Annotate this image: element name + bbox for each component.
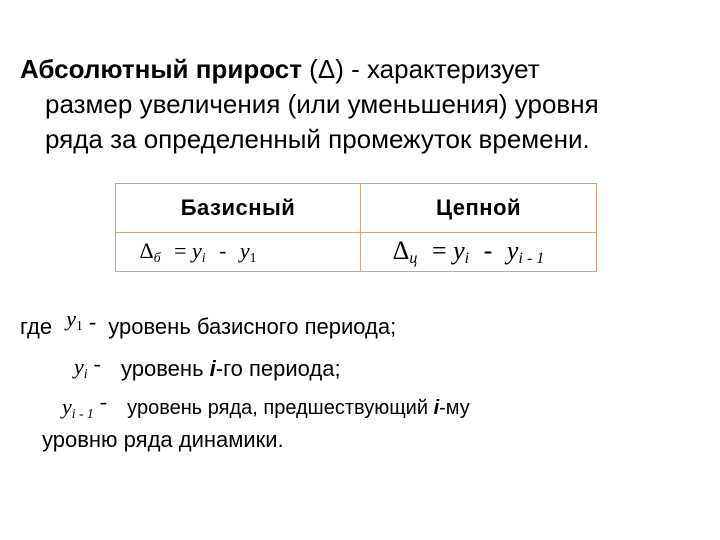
- where-item-3-text: уровень ряда, предшествующий i-му: [127, 397, 470, 419]
- symbol-yi-minus-1: $y_{i - 1}$: [62, 394, 94, 421]
- y-variable: y: [506, 236, 519, 265]
- table-header-row: [116, 184, 597, 233]
- symbol-y1: $y_1$: [66, 306, 83, 333]
- y-subscript: 1: [249, 250, 257, 265]
- y-variable: y: [453, 236, 465, 265]
- minus-sign: -: [219, 238, 227, 263]
- where-continuation: уровню ряда динамики.: [42, 427, 284, 452]
- header-basic: Базисный: [116, 184, 361, 233]
- y-subscript: i: [464, 250, 470, 267]
- minus-sign: -: [483, 236, 493, 265]
- dash: -: [93, 351, 101, 376]
- where-line-1: [20, 306, 397, 342]
- y-variable: y: [239, 238, 250, 263]
- delta-symbol: Δ: [392, 236, 410, 265]
- where-label: где: [20, 314, 53, 339]
- basic-formula: [140, 238, 257, 263]
- delta-symbol: Δ: [139, 238, 154, 263]
- where-item-2-text: уровень i-го периода;: [121, 356, 341, 381]
- definition-paragraph: [20, 52, 700, 157]
- chain-formula: [393, 236, 545, 265]
- dash: -: [88, 309, 97, 334]
- symbol-yi: $y_i$: [74, 354, 88, 381]
- definition-line-3: ряда за определенный промежуток времени.: [45, 124, 590, 154]
- y-subscript: i - 1: [518, 250, 545, 267]
- definition-line-1-rest: (Δ) - характеризует: [301, 54, 540, 84]
- equals-sign: =: [174, 238, 187, 263]
- equals-sign: =: [431, 236, 447, 265]
- chain-formula-cell: [361, 233, 597, 272]
- y-variable: y: [191, 238, 202, 263]
- definition-line-1: [20, 52, 700, 87]
- where-line-2: [74, 351, 341, 384]
- definition-line-2: размер увеличения (или уменьшения) уровня: [45, 89, 599, 119]
- where-item-1-text: уровень базисного периода;: [108, 314, 397, 339]
- dash: -: [99, 389, 108, 414]
- delta-subscript: б: [153, 250, 161, 265]
- where-line-3: [62, 389, 470, 422]
- table-formula-row: [116, 233, 597, 272]
- delta-subscript: ц: [409, 250, 418, 267]
- y-subscript: i: [201, 250, 206, 265]
- header-chain: Цепной: [361, 184, 597, 233]
- definition-term: Абсолютный прирост: [20, 54, 302, 84]
- growth-types-table: [115, 183, 597, 271]
- basic-formula-cell: [116, 233, 361, 272]
